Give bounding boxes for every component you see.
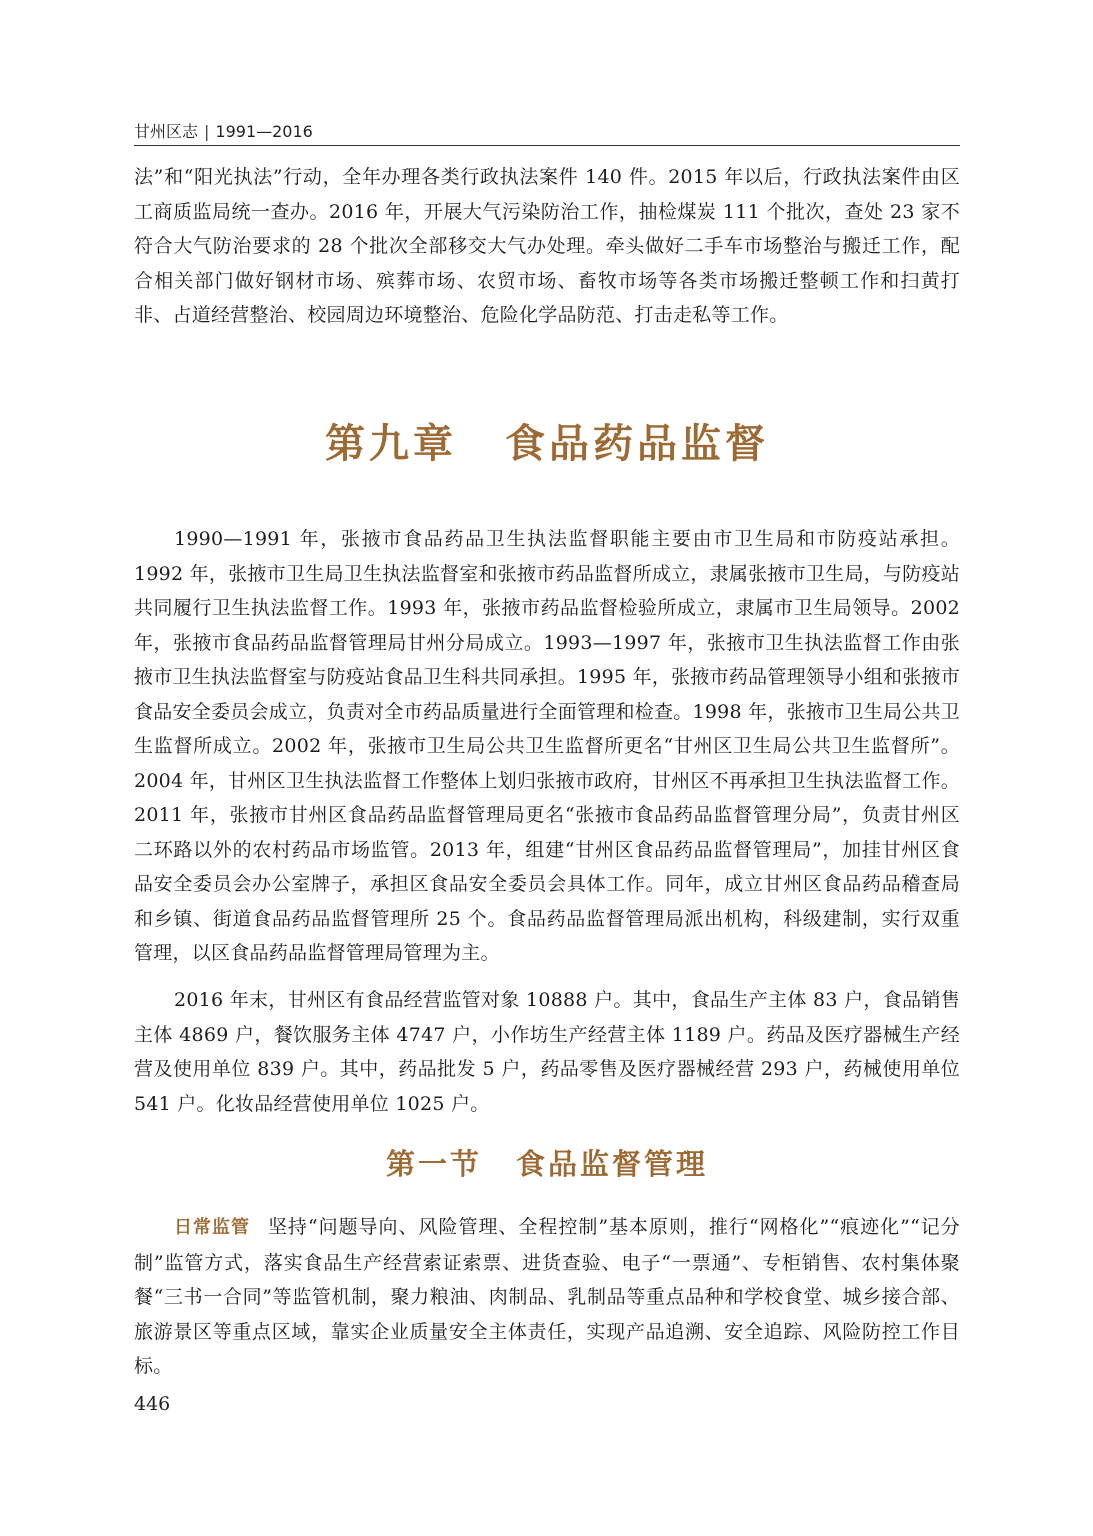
header-separator: | bbox=[204, 122, 210, 141]
header-rule bbox=[134, 145, 960, 146]
chapter-number: 第九章 bbox=[325, 421, 457, 467]
running-header bbox=[134, 120, 960, 144]
intro-paragraph: 法”和“阳光执法”行动，全年办理各类行政执法案件 140 件。2015 年以后，行政执法案件由区工商质监局统一查办。2016 年，开展大气污染防治工作，抽检煤炭 111 个批次，查处 23 家不符合大气防治要求的 28 个批次全部移交大气办处理。牵头做好二手车市场整治与搬迁工作，配合相关部门做好钢材市场、殡葬市场、农贸市场、畜牧市场等各类市场搬迁整顿工作和扫黄打非、占道经营整治、校园周边环境整治、危险化学品防范、打击走私等工作。 bbox=[134, 166, 960, 326]
chapter-name: 食品药品监督 bbox=[505, 421, 769, 467]
page-number: 446 bbox=[134, 1393, 171, 1415]
book-title: 甘州区志 bbox=[134, 122, 199, 141]
chapter-title bbox=[134, 412, 960, 476]
chapter-paragraph-2: 2016 年末，甘州区有食品经营监管对象 10888 户。其中，食品生产主体 83 户，食品销售主体 4869 户，餐饮服务主体 4747 户，小作坊生产经营主体 1189 户。药品及医疗器械生产经营及使用单位 839 户。其中，药品批发 5 户，药品零售及医疗器械经营 293 户，药械使用单位 541 户。化妆品经营使用单位 1025 户。 bbox=[134, 989, 960, 1115]
chapter-paragraph-1: 1990—1991 年，张掖市食品药品卫生执法监督职能主要由市卫生局和市防疫站承担。1992 年，张掖市卫生局卫生执法监督室和张掖市药品监督所成立，隶属张掖市卫生局，与防疫站共同履行卫生执法监督工作。1993 年，张掖市药品监督检验所成立，隶属市卫生局领导。2002 年，张掖市食品药品监督管理局甘州分局成立。1993—1997 年，张掖市卫生执法监督工作由张掖市卫生执法监督室与防疫站食品卫生科共同承担。1995 年，张掖市药品管理领导小组和张掖市食品安全委员会成立，负责对全市药品质量进行全面管理和检查。1998 年，张掖市卫生局公共卫生监督所成立。2002 年，张掖市卫生局公共卫生监督所更名“甘州区卫生局公共卫生监督所”。2004 年，甘州区卫生执法监督工作整体上划归张掖市政府，甘州区不再承担卫生执法监督工作。2011 年，张掖市甘州区食品药品监督管理局更名“张掖市食品药品监督管理分局”，负责甘州区二环路以外的农村药品市场监管。2013 年，组建“甘州区食品药品监督管理局”，加挂甘州区食品安全委员会办公室牌子，承担区食品安全委员会具体工作。同年，成立甘州区食品药品稽查局和乡镇、街道食品药品监督管理所 25 个。食品药品监督管理局派出机构，科级建制，实行双重管理，以区食品药品监督管理局管理为主。 bbox=[134, 528, 960, 964]
section-number: 第一节 bbox=[385, 1147, 482, 1181]
section-title bbox=[134, 1140, 960, 1188]
section-name: 食品监督管理 bbox=[516, 1147, 709, 1181]
section-lead-label: 日常监管 bbox=[174, 1217, 250, 1238]
section-paragraph-text: 坚持“问题导向、风险管理、全程控制”基本原则，推行“网格化”“痕迹化”“记分制”监管方式，落实食品生产经营索证索票、进货查验、电子“一票通”、专柜销售、农村集体聚餐“三书一合同”等监管机制，聚力粮油、肉制品、乳制品等重点品种和学校食堂、城乡接合部、旅游景区等重点区域，靠实企业质量安全主体责任，实现产品追溯、安全追踪、风险防控工作目标。 bbox=[134, 1216, 961, 1377]
section-paragraph bbox=[134, 1210, 960, 1384]
book-years: 1991—2016 bbox=[215, 122, 313, 141]
